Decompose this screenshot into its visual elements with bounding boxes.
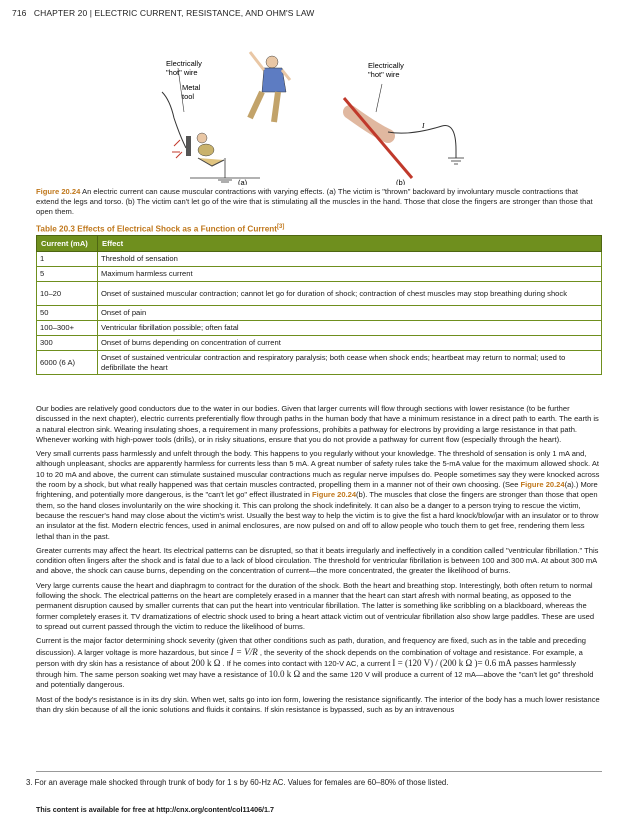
equation-current: I = (120 V) / (200 k Ω )= 0.6 mA [392,657,512,668]
chapter-title: CHAPTER 20 | ELECTRIC CURRENT, RESISTANCE, AND OHM'S LAW [33,8,315,18]
page-number: 716 [12,8,27,18]
table-row [37,336,602,351]
equation-wet-resistance: 10.0 k Ω [268,669,301,680]
table-title-text: Table 20.3 Effects of Electrical Shock as a Function of Current [36,224,277,234]
paragraph-heart: Greater currents may affect the heart. Its electrical patterns can be disrupted, so that it beats irregularly and ineffectively in a condition called "ventricular fibrillation." This condition often lingers after the shock and is fatal due to a lack of blood circulation. The threshold for ventricular fibrillation is between 100 and 300 mA. At about 300 mA and above, the shock can cause burns, depending on the concentration of current—the more concentrated, the greater the likelihood of burns. [36,545,599,576]
figure-illustration [150,40,480,185]
cell-effect: Onset of sustained muscular contraction; cannot let go for duration of shock; contraction of chest muscles may stop breathing during shock [98,282,602,306]
body-text [36,404,602,719]
label-hot-wire-b-line1: Electrically [368,61,404,70]
label-hot-wire-b-line2: "hot" wire [368,70,400,79]
paragraph-large-currents: Very large currents cause the heart and diaphragm to contract for the duration of the shock. Both the heart and breathing stop. Interestingly, both often return to normal following the shock. The electrical patterns on the heart are completely erased in a manner that the heart can start afresh with normal beating, as opposed to the permanent disruption caused by smaller currents that can put the heart into ventricular fibrillation. The latter is something like scribbling on a blackboard, whereas the former completely erases it. TV dramatizations of electric shock used to bring a heart attack victim out of ventricular fibrillation also show large paddles. These are used to spread out current passed through the victim to reduce the likelihood of burns. [36,580,595,631]
shock-illustration [150,40,480,185]
paragraph-text: . If he comes into contact with 120-V AC, a current [220,658,393,668]
cell-current: 5 [37,267,98,282]
paragraph-text: , the severity of the shock depends on the combination of voltage and resistance. For example, a person with dry skin has a resistance of about [36,647,583,668]
figure-link[interactable]: Figure 20.24 [312,490,357,500]
column-header-effect: Effect [98,236,602,252]
cell-effect: Onset of sustained ventricular contraction and respiratory paralysis; both cease when shock ends; heartbeat may return to normal; used to defibrillate the heart [98,351,602,375]
paragraph-conductors: Our bodies are relatively good conductors due to the water in our bodies. Given that larger currents will flow through sections with lower resistance (to be further discussed in the next chapter), electric currents preferentially flow through paths in the human body that have a minimum resistance in a direct path to earth. The earth is a natural electron sink. Wearing insulating shoes, a requirement in many professions, prohibits a pathway for electrons by providing a large resistance in that path. Whenever working with high-power tools (drills), or in risky situations, ensure that you do not provide a pathway for current flow (especially through the heart). [36,404,599,444]
paragraph-small-currents [36,449,602,542]
table-row [37,321,602,336]
paragraph-text: and the same 120 V will produce a current of 12 mA—above the "can't let go" threshold and potentially dangerous. [36,670,594,690]
cell-current: 50 [37,306,98,321]
cell-effect: Onset of burns depending on concentration of current [98,336,602,351]
cell-current: 300 [37,336,98,351]
cell-effect: Threshold of sensation [98,252,602,267]
cell-effect: Ventricular fibrillation possible; often fatal [98,321,602,336]
paragraph-text: (a).) More frightening, and potentially more dangerous, is the "can't let go" effect illustrated in [36,480,598,500]
equation-ohms-law: I = V/R [230,646,258,657]
paragraph-skin-resistance: Most of the body's resistance is in its dry skin. When wet, salts go into ion form, lowering the resistance significantly. The interior of the body has a much lower resistance than dry skin because of all the ionic solutions and fluids it contains. If skin resistance is bypassed, such as by an intravenous [36,694,600,715]
table-title [36,224,284,234]
paragraph-severity [36,636,602,690]
label-hot-wire-a-line1: Electrically [166,59,202,68]
paragraph-text: passes harmlessly through him. The same person soaking wet may have a resistance of [36,658,576,680]
table-header-row [37,236,602,252]
column-header-current: Current (mA) [37,236,98,252]
table-title-footnote-ref[interactable]: [3] [277,224,285,230]
label-current-i: I [422,121,425,130]
shock-effects-table [36,235,602,375]
cell-effect: Maximum harmless current [98,267,602,282]
table-row [37,351,602,375]
cell-current: 1 [37,252,98,267]
label-metal-tool-line1: Metal [182,83,201,92]
table-row [37,306,602,321]
cell-effect: Onset of pain [98,306,602,321]
figure-caption [36,187,602,217]
page-header [12,8,314,18]
cell-current: 10–20 [37,282,98,306]
paragraph-text: Current is the major factor determining shock severity (given that other conditions such as path, duration, and frequency are fixed, such as in the table and preceding discussion). A larger voltage is more hazardous, but since [36,636,586,657]
label-hot-wire-a-line2: "hot" wire [166,68,198,77]
table-row [37,252,602,267]
label-panel-a: (a) [238,178,248,185]
page-footer: This content is available for free at http://cnx.org/content/col11406/1.7 [36,805,275,814]
label-metal-tool-line2: tool [182,92,195,101]
table-row [37,282,602,306]
table-row [37,267,602,282]
figure-caption-text: An electric current can cause muscular contractions with varying effects. (a) The victim is "thrown" backward by involuntary muscle contractions that extend the legs and torso. (b) The victim can't let go of the wire that is stimulating all the muscles in the hand. Those that close the fingers are stronger than those that open them. [36,187,593,216]
figure-link[interactable]: Figure 20.24 [520,480,565,490]
cell-current: 6000 (6 A) [37,351,98,375]
cell-current: 100–300+ [37,321,98,336]
panel-b-drawing [344,84,464,178]
figure-caption-id: Figure 20.24 [36,187,81,196]
paragraph-text: (b). The muscles that close the fingers are stronger than those that open them, so the hand closes involuntarily on the wire shocking it. This can prolong the shock indefinitely. It can also be a danger to a person trying to rescue the victim, because the rescuer's hand may close about the victim's wrist. Usually the best way to help the victim is to give the fist a hard knock/blow/jar with an insulator or to throw an insulator at the fist. Modern electric fences, used in animal enclosures, are now pulsed on and off to allow people who touch them to get free, rendering them less lethal than in the past. [36,490,599,541]
paragraph-text: Very small currents pass harmlessly and unfelt through the body. This happens to you regularly without your knowledge. The threshold of sensation is only 1 mA and, although unpleasant, shocks are apparently harmless for currents less than 5 mA. A great number of safety rules take the 5-mA value for the maximum allowed shock. At 10 to 20 mA and above, the current can stimulate sustained muscular contractions much as regular nerve impulses do. People sometimes say they were knocked across the room by a shock, but what really happened was that certain muscles contracted, propelling them in a manner not of their own choosing. (See [36,449,600,490]
label-panel-b: (b) [396,178,406,185]
footnote-divider [36,771,602,772]
footnote: 3. For an average male shocked through trunk of body for 1 s by 60-Hz AC. Values for females are 60–80% of those listed. [26,778,449,787]
equation-dry-resistance: 200 k Ω [191,657,221,668]
